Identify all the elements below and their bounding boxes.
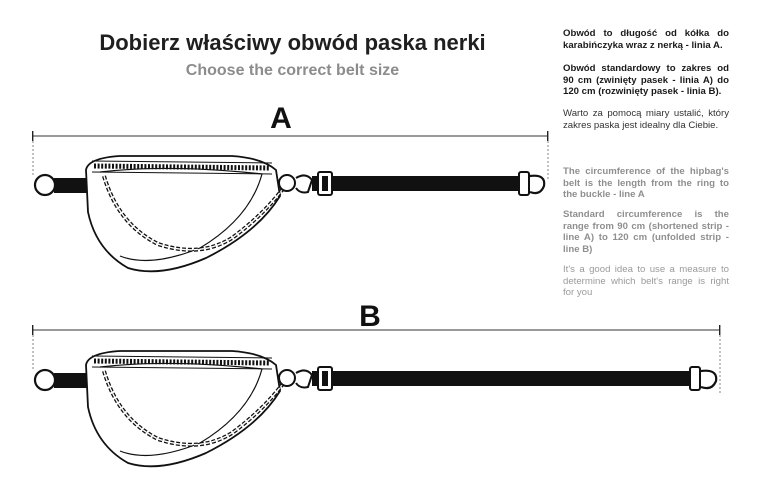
carabiner-a — [530, 176, 544, 193]
belt-a-group — [32, 102, 548, 271]
page-subtitle: Choose the correct belt size — [185, 62, 400, 79]
carabiner-b — [701, 371, 716, 388]
measure-tick-a-right — [547, 131, 548, 141]
ring-left-a — [35, 175, 55, 195]
note-pl-3: Warto za pomocą miary ustalić, który zakres paska jest idealny dla Ciebie. — [563, 108, 729, 131]
strap-right-b — [312, 371, 692, 386]
note-pl-2: Obwód standardowy to zakres od 90 cm (zwinięty pasek - linia A) do 120 cm (rozwinięty pasek - linia B). — [563, 63, 729, 98]
measure-tick-b-right — [719, 325, 720, 335]
ring-right-b — [279, 370, 295, 386]
measure-tick-a-left — [32, 131, 33, 141]
page-title: Dobierz właściwy obwód paska nerki — [99, 30, 486, 55]
strap-right-a — [312, 176, 522, 191]
ring-right-a — [279, 175, 295, 191]
label-b: B — [359, 300, 381, 333]
ring-left-b — [35, 370, 55, 390]
note-en-2: Standard circumference is the range from 90 cm (shortened strip - line A) to 120 cm (unfolded strip - line B) — [563, 209, 729, 255]
note-en-1: The circumference of the hipbag's belt is the length from the ring to the buckle - line A — [563, 166, 729, 201]
hook-b — [296, 370, 312, 387]
hook-a — [296, 175, 312, 192]
strap-end-b — [690, 367, 700, 390]
label-a: A — [270, 102, 292, 135]
strap-end-a — [519, 172, 529, 195]
belt-b-group — [32, 300, 720, 466]
note-en-3: It's a good idea to use a measure to determine which belt's range is right for you — [563, 264, 729, 299]
measure-tick-b-left — [32, 325, 33, 335]
note-pl-1: Obwód to długość od kółka do karabińczyka wraz z nerką - linia A. — [563, 28, 729, 51]
